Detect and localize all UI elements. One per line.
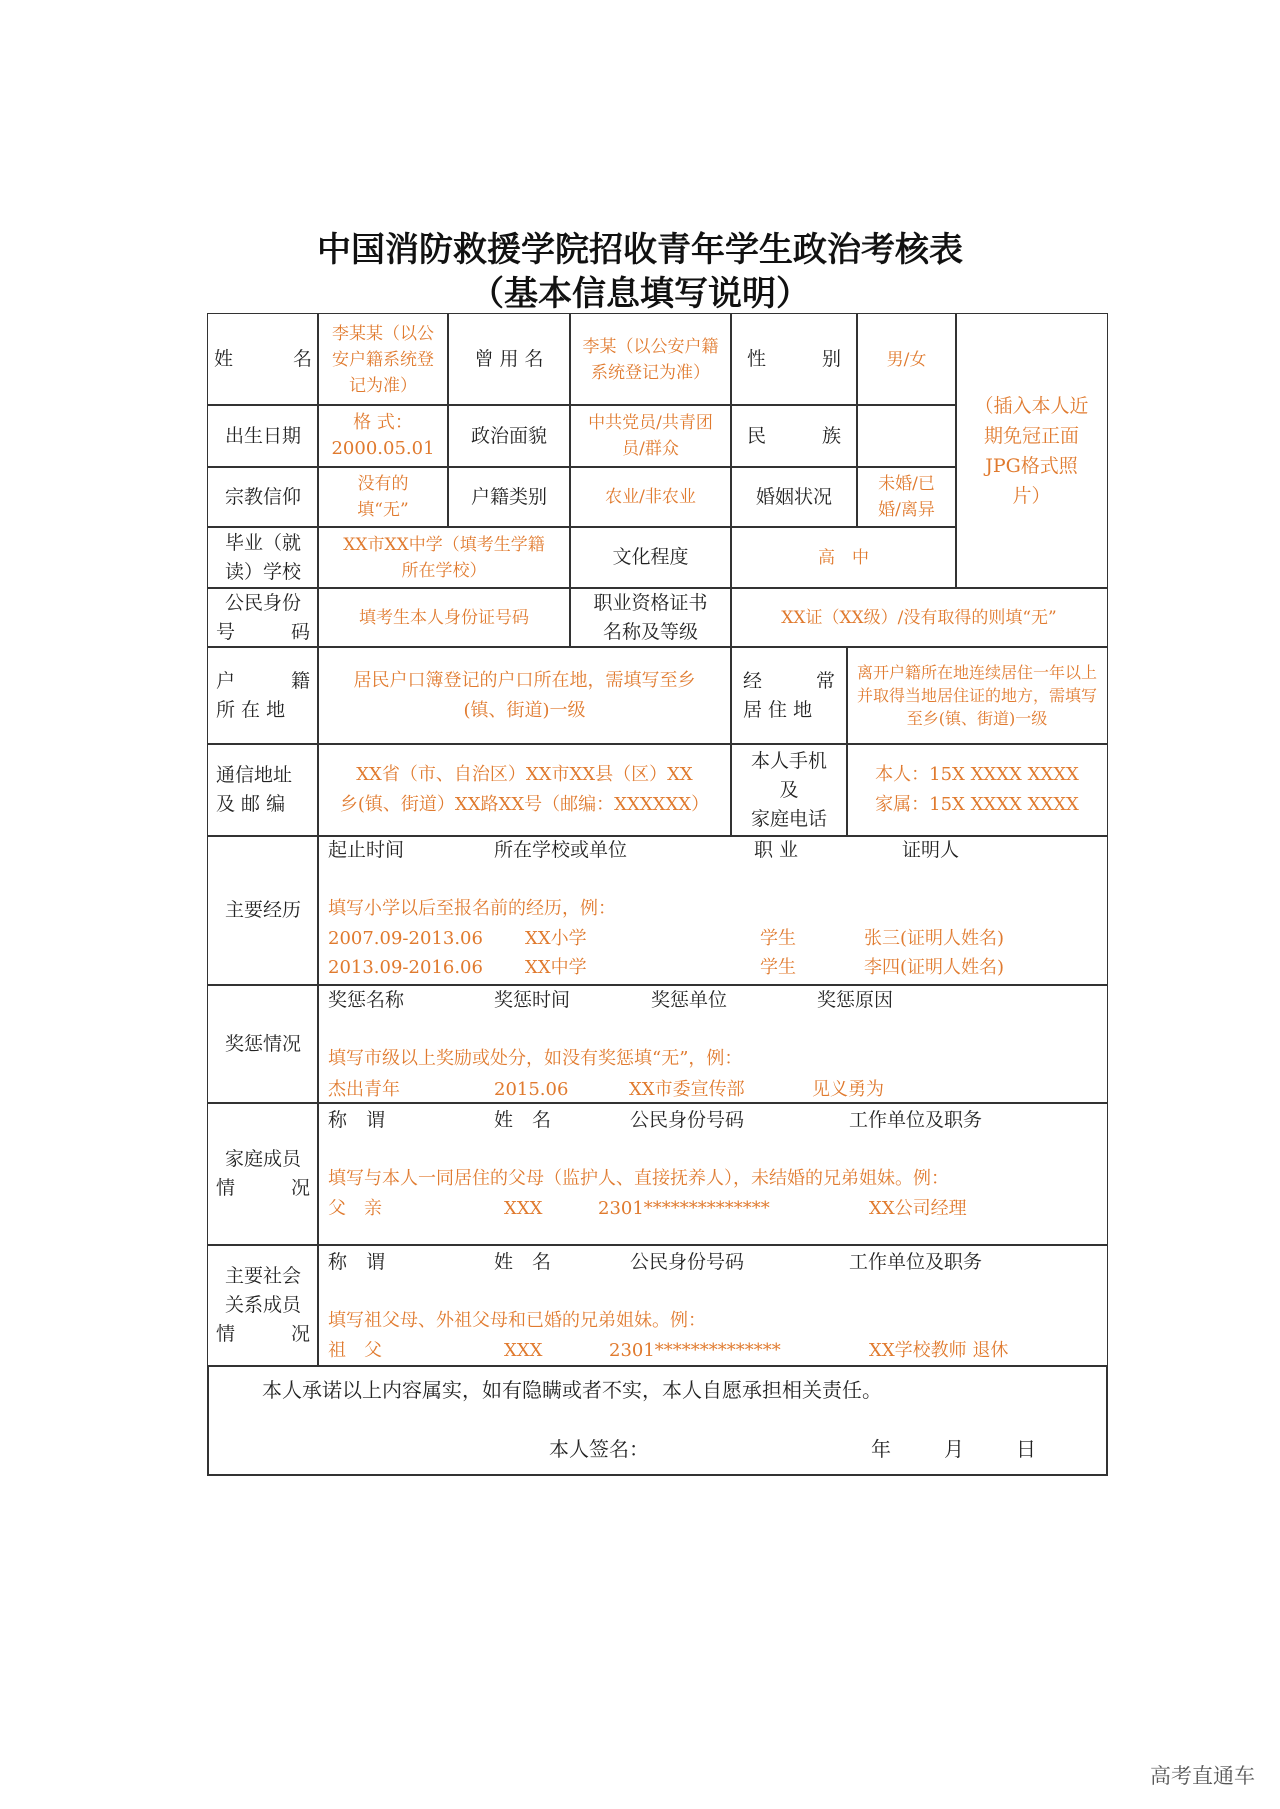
school-label: 毕业（就读）学校 (207, 526, 319, 589)
cert-field[interactable]: XX证（XX级）/没有取得的则填“无” (730, 587, 1108, 648)
example-cell: XX中学 (525, 957, 587, 978)
ethnic-label-cell (730, 404, 858, 468)
col-header: 奖惩名称 (328, 989, 405, 1011)
former-name-field[interactable]: 李某（以公安户籍系统登记为准） (569, 313, 732, 406)
label-char: 况 (290, 1177, 310, 1199)
label-line: 家庭成员 (224, 1148, 301, 1170)
religion-label: 宗教信仰 (207, 466, 319, 528)
phone-label-cell (730, 743, 848, 837)
label-line: 公民身份 (224, 591, 301, 614)
label-char: 别 (821, 348, 841, 370)
day-label: 日 (1016, 1437, 1036, 1461)
cert-label: 职业资格证书名称及等级 (569, 587, 732, 648)
mail-label-cell (207, 743, 319, 837)
form-subtitle: （基本信息填写说明） (470, 274, 810, 314)
month-label: 月 (944, 1437, 964, 1461)
label-line: 家庭电话 (750, 807, 827, 830)
phone-field[interactable] (846, 743, 1108, 837)
id-field[interactable]: 填考生本人身份证号码 (317, 587, 571, 648)
example-cell: 祖 父 (328, 1340, 382, 1361)
col-header: 证明人 (902, 839, 960, 861)
pledge-text: 本人承诺以上内容属实，如有隐瞒或者不实，本人自愿承担相关责任。 (262, 1378, 882, 1402)
col-header: 称 谓 (328, 1251, 386, 1273)
label-char: 情 (216, 1323, 236, 1345)
label-char: 常 (815, 669, 835, 692)
label-line: 及 邮 编 (216, 793, 286, 815)
label-char: 情 (216, 1177, 236, 1199)
birth-field[interactable]: 格 式：2000.05.01 (317, 404, 449, 468)
col-header: 奖惩原因 (817, 989, 894, 1011)
example-cell: 2015.06 (494, 1079, 569, 1100)
hukou-addr-field[interactable]: 居民户口簿登记的户口所在地，需填写至乡(镇、街道)一级 (317, 646, 732, 745)
label-char: 况 (290, 1323, 310, 1345)
label-line: 本人手机 (750, 749, 827, 772)
education-label: 文化程度 (569, 526, 732, 589)
col-header: 工作单位及职务 (849, 1251, 983, 1273)
col-header: 姓 名 (494, 1109, 552, 1131)
hint-line: XX省（市、自治区）XX市XX县（区）XX (356, 764, 693, 785)
col-header: 所在学校或单位 (494, 839, 628, 861)
hint-text: 填写祖父母、外祖父母和已婚的兄弟姐妹。例： (328, 1310, 706, 1331)
col-header: 工作单位及职务 (849, 1109, 983, 1131)
label-line: 所 在 地 (216, 698, 286, 721)
example-cell: 杰出青年 (328, 1079, 400, 1100)
hint-line: 乡(镇、街道）XX路XX号（邮编：XXXXXX） (339, 794, 710, 815)
experience-label: 主要经历 (207, 835, 319, 986)
hukou-type-field[interactable]: 农业/非农业 (569, 466, 732, 528)
example-cell: 张三(证明人姓名) (864, 928, 1005, 949)
gender-field[interactable]: 男/女 (856, 313, 957, 406)
example-cell: 学生 (760, 957, 796, 978)
former-name-label: 曾 用 名 (447, 313, 571, 406)
marital-label: 婚姻状况 (730, 466, 858, 528)
col-header: 奖惩单位 (651, 989, 728, 1011)
form-title: 中国消防救援学院招收青年学生政治考核表 (317, 230, 963, 270)
example-cell: 李四(证明人姓名) (864, 957, 1005, 978)
name-field[interactable]: 李某某（以公安户籍系统登记为准） (317, 313, 449, 406)
example-cell: 2301************** (609, 1340, 781, 1361)
label-char: 民 (747, 424, 767, 447)
id-label-cell (207, 587, 319, 648)
label-char: 性 (747, 348, 767, 370)
example-cell: XX学校教师 退休 (869, 1340, 1009, 1361)
education-field[interactable]: 高 中 (730, 526, 957, 589)
label-char: 号 (216, 620, 236, 643)
label-char: 籍 (290, 669, 310, 692)
example-cell: 2013.09-2016.06 (328, 957, 483, 978)
label-char: 名 (292, 348, 312, 370)
religion-field[interactable]: 没有的填“无” (317, 466, 449, 528)
watermark: 高考直通车 (1150, 1764, 1255, 1788)
ethnic-field[interactable] (856, 404, 957, 468)
hint-line: 本人：15X XXXX XXXX (875, 764, 1079, 785)
col-header: 职 业 (754, 839, 799, 861)
label-char: 码 (290, 620, 310, 643)
birth-label: 出生日期 (207, 404, 319, 468)
example-cell: XX公司经理 (869, 1198, 967, 1219)
hukou-type-label: 户籍类别 (447, 466, 571, 528)
col-header: 公民身份号码 (630, 1251, 745, 1273)
hint-text: 填写小学以后至报名前的经历，例： (328, 898, 616, 919)
hukou-addr-label-cell (207, 646, 319, 745)
example-cell: XX小学 (525, 928, 587, 949)
col-header: 公民身份号码 (630, 1109, 745, 1131)
awards-label: 奖惩情况 (207, 984, 319, 1104)
col-header: 姓 名 (494, 1251, 552, 1273)
residence-label-cell (730, 646, 848, 745)
label-char: 经 (743, 669, 763, 692)
example-cell: 2301************** (598, 1198, 770, 1219)
col-header: 称 谓 (328, 1109, 386, 1131)
example-cell: XX市委宣传部 (629, 1079, 745, 1100)
example-cell: 见义勇为 (812, 1079, 884, 1100)
label-line: 及 (779, 778, 799, 801)
social-label-cell (207, 1244, 319, 1367)
col-header: 奖惩时间 (494, 989, 571, 1011)
signature-label[interactable]: 本人签名： (549, 1437, 649, 1461)
marital-field[interactable]: 未婚/已婚/离异 (856, 466, 957, 528)
example-cell: 2007.09-2013.06 (328, 928, 483, 949)
label-line: 主要社会 (224, 1265, 301, 1287)
political-label: 政治面貌 (447, 404, 571, 468)
col-header: 起止时间 (328, 839, 405, 861)
residence-field[interactable]: 离开户籍所在地连续居住一年以上并取得当地居住证的地方，需填写至乡(镇、街道)一级 (846, 646, 1108, 745)
political-field[interactable]: 中共党员/共青团员/群众 (569, 404, 732, 468)
mail-field[interactable] (317, 743, 732, 837)
photo-box[interactable]: （插入本人近期免冠正面JPG格式照片） (955, 313, 1108, 589)
gender-label-cell (730, 313, 858, 406)
example-cell: 学生 (760, 928, 796, 949)
family-label-cell (207, 1102, 319, 1246)
example-cell: 父 亲 (328, 1198, 382, 1219)
label-char: 户 (216, 669, 236, 692)
label-line: 关系成员 (224, 1294, 301, 1316)
example-cell: XXX (504, 1340, 543, 1361)
hint-text: 填写市级以上奖励或处分，如没有奖惩填“无”，例： (328, 1048, 743, 1069)
school-field[interactable]: XX市XX中学（填考生学籍所在学校） (317, 526, 571, 589)
name-label-cell (207, 313, 319, 406)
example-cell: XXX (504, 1198, 543, 1219)
hint-line: 家属：15X XXXX XXXX (875, 794, 1079, 815)
hint-text: 填写与本人一同居住的父母（监护人、直接抚养人），未结婚的兄弟姐妹。例： (328, 1168, 949, 1189)
label-char: 姓 (214, 348, 234, 370)
label-char: 族 (821, 424, 841, 447)
label-line: 通信地址 (216, 764, 293, 786)
label-line: 居 住 地 (743, 698, 813, 721)
year-label: 年 (871, 1437, 891, 1461)
